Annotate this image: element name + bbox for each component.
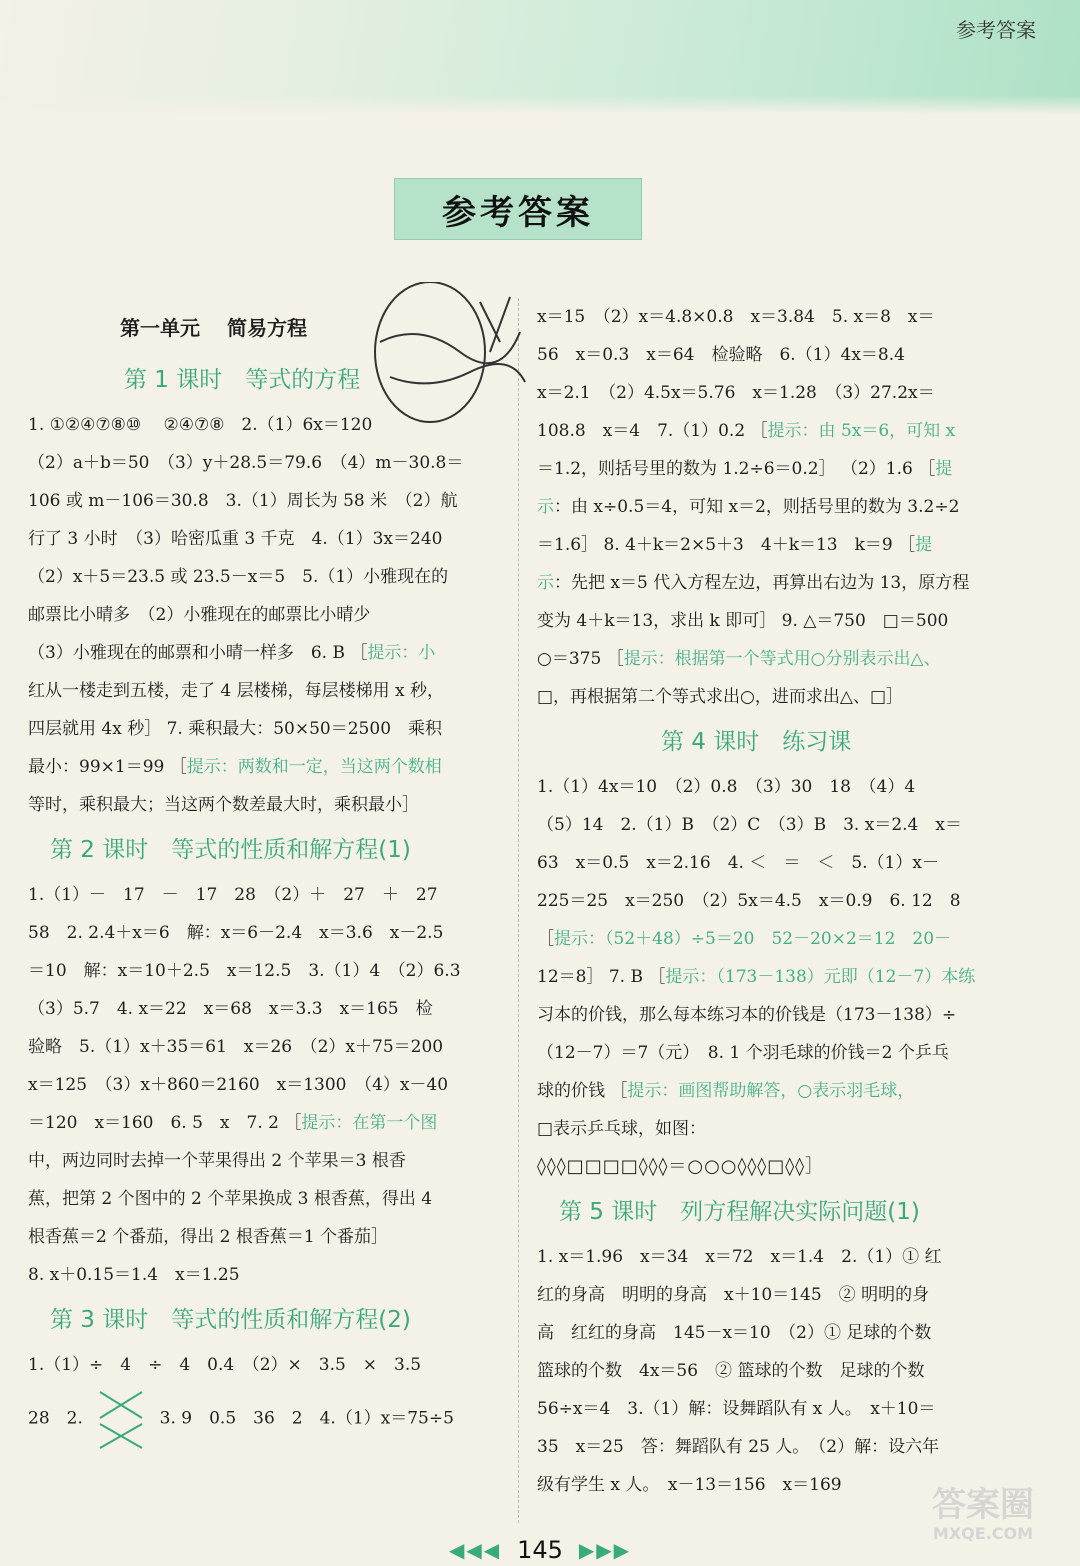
- answer-line: [537, 450, 1007, 488]
- answer-line: 习本的价钱，那么每本练习本的价钱是（173－138）÷: [537, 1005, 957, 1025]
- answer-line: 变为 4＋k＝13，求出 k 即可］ 9. △＝750 □＝500: [537, 611, 949, 631]
- symbol-diagram-line: ◊◊◊□□□□◊◊◊＝○○○◊◊◊□◊◊］: [537, 1156, 824, 1177]
- answer-line: 行了 3 小时 （3）哈密瓜重 3 千克 4.（1）3x＝240: [28, 529, 443, 549]
- watermark-line2: MXQE.COM: [932, 1524, 1034, 1543]
- answer-line: □，再根据第二个等式求出○，进而求出△、□］: [537, 687, 904, 707]
- answer-line: 58 2. 2.4＋x＝6 解：x＝6－2.4 x＝3.6 x－2.5: [28, 923, 444, 943]
- answer-text: ＝1.6］ 8. 4＋k＝2×5＋3 4＋k＝13 k＝9 ［: [537, 535, 916, 555]
- answer-line: [28, 1384, 498, 1454]
- hint-label: 提示：两数和一定，当这两个数相: [186, 757, 442, 777]
- answer-line: （12－7）＝7（元） 8. 1 个羽毛球的价钱＝2 个乒乓: [537, 1043, 949, 1063]
- left-column: [28, 298, 498, 1454]
- answer-line: 63 x＝0.5 x＝2.16 4. ＜ ＝ ＜ 5.（1）x－: [537, 853, 939, 873]
- answer-text: ＝1.2，则括号里的数为 1.2÷6＝0.2］ （2）1.6 ［: [537, 459, 936, 479]
- answer-text: ：由 x÷0.5＝4，可知 x＝2，则括号里的数为 3.2÷2: [554, 497, 960, 517]
- answer-line: （2）a＋b＝50 （3）y＋28.5＝79.6 （4）m－30.8＝: [28, 453, 464, 473]
- hint-label: 提示：由 5x＝6，可知 x: [767, 421, 956, 441]
- running-header: 参考答案: [956, 18, 1036, 42]
- answer-line: 四层就用 4x 秒］ 7. 乘积最大：50×50＝2500 乘积: [28, 719, 443, 739]
- hint-label: 提示：画图帮助解答，○表示羽毛球，: [627, 1081, 915, 1101]
- answer-text: ：先把 x＝5 代入方程左边，再算出右边为 13，原方程: [554, 573, 970, 593]
- hint-label: 示: [537, 497, 554, 517]
- hint-label: 提示：根据第一个等式用○分别表示出△、: [623, 649, 941, 669]
- answer-line: □表示乒乓球，如图：: [537, 1119, 707, 1139]
- right-arrows-icon: ▶▶▶: [578, 1538, 632, 1562]
- answer-line: 红的身高 明明的身高 x＋10＝145 ② 明明的身: [537, 1285, 930, 1305]
- answer-line: 35 x＝25 答：舞蹈队有 25 人。 （2）解：设六年: [537, 1437, 940, 1457]
- page-footer: [0, 1534, 1080, 1566]
- answer-line: 1. ①②④⑦⑧⑩ ②④⑦⑧ 2.（1）6x＝120: [28, 415, 373, 435]
- answer-line: 106 或 m－106＝30.8 3.（1）周长为 58 米 （2）航: [28, 491, 458, 511]
- answer-line: [28, 748, 498, 786]
- page-title: 参考答案: [394, 178, 642, 240]
- answer-text: 108.8 x＝4 7.（1）0.2 ［: [537, 421, 768, 441]
- answer-line: x＝2.1 （2）4.5x＝5.76 x＝1.28 （3）27.2x＝: [537, 383, 935, 403]
- answer-line: x＝125 （3）x＋860＝2160 x＝1300 （4）x－40: [28, 1075, 449, 1095]
- answer-line: （5）14 2.（1）B （2）C （3）B 3. x＝2.4 x＝: [537, 815, 962, 835]
- answer-line: [537, 640, 1007, 678]
- answer-text: 12＝8］ 7. B ［: [537, 967, 666, 987]
- answer-line: 蕉，把第 2 个图中的 2 个苹果换成 3 根香蕉，得出 4: [28, 1189, 433, 1209]
- left-arrows-icon: ◀◀◀: [448, 1538, 502, 1562]
- answer-line: 1.（1）÷ 4 ÷ 4 0.4 （2）× 3.5 × 3.5: [28, 1355, 422, 1375]
- page-number: 145: [517, 1536, 563, 1564]
- answer-text: 最小：99×1＝99 ［: [28, 757, 187, 777]
- hint-label: 提示：小: [367, 643, 436, 663]
- answer-line: 级有学生 x 人。 x－13＝156 x＝169: [537, 1475, 842, 1495]
- answer-line: 56 x＝0.3 x＝64 检验略 6.（1）4x＝8.4: [537, 345, 905, 365]
- answer-line: 56÷x＝4 3.（1）解：设舞蹈队有 x 人。 x＋10＝: [537, 1399, 936, 1419]
- answer-line: （2）x＋5＝23.5 或 23.5－x＝5 5.（1）小雅现在的: [28, 567, 449, 587]
- answer-line: [537, 958, 1007, 996]
- answer-line: [28, 1104, 498, 1142]
- watermark-line1: 答案圈: [932, 1485, 1034, 1525]
- answer-line: [537, 488, 1007, 526]
- answer-line: 中，两边同时去掉一个苹果得出 2 个苹果＝3 根香: [28, 1151, 406, 1171]
- answer-line: 红从一楼走到五楼，走了 4 层楼梯，每层楼梯用 x 秒，: [28, 681, 445, 701]
- answer-line: （3）5.7 4. x＝22 x＝68 x＝3.3 x＝165 检: [28, 999, 433, 1019]
- hint-label: 提示：（52＋48）÷5＝20 52－20×2＝12 20－: [554, 929, 952, 949]
- answer-text: ○＝375 ［: [537, 649, 624, 669]
- answer-line: 邮票比小晴多 （2）小雅现在的邮票比小晴少: [28, 605, 371, 625]
- answer-line: 225＝25 x＝250 （2）5x＝4.5 x＝0.9 6. 12 8: [537, 891, 961, 911]
- right-column: [537, 298, 1007, 1504]
- answer-line: [537, 412, 1007, 450]
- lesson-4-heading: 第 4 课时 练习课: [661, 729, 852, 755]
- answer-line: 1.（1）4x＝10 （2）0.8 （3）30 18 （4）4: [537, 777, 916, 797]
- hint-label: 提示：在第一个图: [301, 1113, 438, 1133]
- answer-line: x＝15 （2）x＝4.8×0.8 x＝3.84 5. x＝8 x＝: [537, 307, 935, 327]
- lesson-3-heading: 第 3 课时 等式的性质和解方程(2): [50, 1307, 411, 1333]
- answer-line: 8. x＋0.15＝1.4 x＝1.25: [28, 1265, 240, 1285]
- answer-line: [537, 920, 1007, 958]
- column-divider: [518, 298, 519, 1523]
- answer-text: （3）小雅现在的邮票和小晴一样多 6. B ［: [28, 643, 368, 663]
- answer-text: 球的价钱 ［: [537, 1081, 628, 1101]
- lesson-2-heading: 第 2 课时 等式的性质和解方程(1): [50, 837, 411, 863]
- answer-line: 验略 5.（1）x＋35＝61 x＝26 （2）x＋75＝200: [28, 1037, 444, 1057]
- hint-label: 提: [915, 535, 933, 555]
- answer-line: [537, 1072, 1007, 1110]
- answer-text: ［: [537, 929, 554, 949]
- header-band: [0, 0, 1080, 115]
- answer-text: ＝120 x＝160 6. 5 x 7. 2 ［: [28, 1113, 302, 1133]
- lesson-1-heading: 第 1 课时 等式的方程: [124, 367, 361, 393]
- matching-lines-icon: [96, 1384, 146, 1454]
- answer-line: 高 红红的身高 145－x＝10 （2）① 足球的个数: [537, 1323, 932, 1343]
- unit-title: 第一单元 简易方程: [120, 316, 307, 340]
- hint-label: 示: [537, 573, 554, 593]
- hint-label: 提: [935, 459, 953, 479]
- lesson-5-heading: 第 5 课时 列方程解决实际问题(1): [559, 1199, 920, 1225]
- hint-label: 提示：（173－138）元即（12－7）本练: [665, 967, 976, 987]
- answer-line: 等时，乘积最大；当这两个数差最大时，乘积最小］: [28, 795, 419, 815]
- answer-line: 1.（1）－ 17 － 17 28 （2）＋ 27 ＋ 27: [28, 885, 438, 905]
- answer-line: [537, 526, 1007, 564]
- answer-line: [537, 564, 1007, 602]
- answer-text: 28 2.: [28, 1408, 83, 1429]
- answer-line: 根香蕉＝2 个番茄，得出 2 根香蕉＝1 个番茄］: [28, 1227, 389, 1247]
- answer-line: ＝10 解：x＝10＋2.5 x＝12.5 3.（1）4 （2）6.3: [28, 961, 461, 981]
- answer-line: 1. x＝1.96 x＝34 x＝72 x＝1.4 2.（1）① 红: [537, 1247, 942, 1267]
- answer-line: 篮球的个数 4x＝56 ② 篮球的个数 足球的个数: [537, 1361, 925, 1381]
- answer-text: 3. 9 0.5 36 2 4.（1）x＝75÷5: [159, 1408, 454, 1429]
- answer-line: [28, 634, 498, 672]
